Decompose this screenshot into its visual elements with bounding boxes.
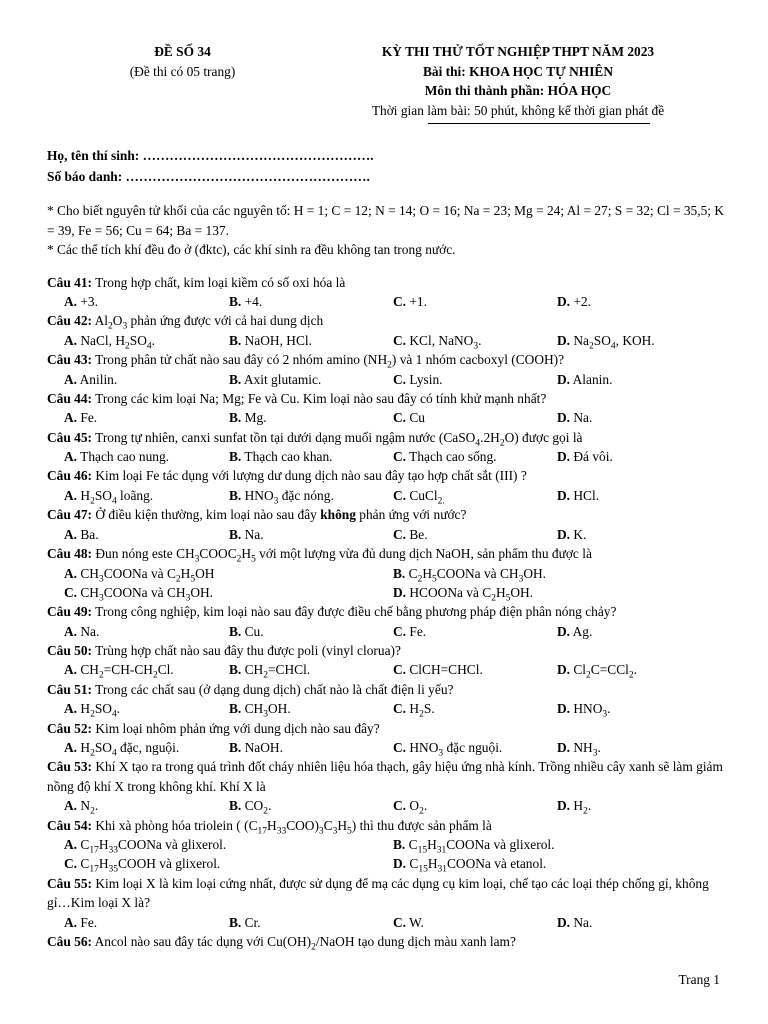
- answer-option: A. +3.: [64, 294, 98, 309]
- option-row: [47, 408, 727, 427]
- question-stem: Câu 45: Trong tự nhiên, canxi sunfat tồn tại dưới dạng muối ngậm nước $(CaSO_4.2H_2O)$ được gọi là: [47, 429, 583, 449]
- option-row: [47, 622, 727, 641]
- answer-option: D. $Cl_2C=CCl_2$.: [557, 662, 637, 682]
- notes: [47, 201, 727, 260]
- question-stem: Câu 41: Trong hợp chất, kim loại kiềm có số oxi hóa là: [47, 274, 346, 290]
- answer-option: C. $O_2$.: [393, 798, 428, 818]
- answer-option: D. $NH_3$.: [557, 740, 601, 759]
- answer-option: D. Ag.: [557, 623, 593, 639]
- question-stem: Câu 55: Kim loại X là kim loại cứng nhất, được sử dụng để mạ các dụng cụ kim loại, chế tạo các loại thép chống gỉ, không gỉ…Kim loại X là?: [47, 875, 709, 911]
- answer-option: D. Na.: [557, 410, 593, 426]
- answer-option: D. $C_{15}H_{31}COONa$ và etanol.: [393, 856, 547, 876]
- question-stem: Câu 48: Đun nóng este $CH_3COOC_2H_5$ với một lượng vừa đủ dung dịch NaOH, sản phẩm thu được là: [47, 546, 592, 565]
- answer-option: A. NaCl, $H_2SO_4$.: [64, 332, 155, 352]
- candidate-name-line: Họ, tên thí sinh: …………………………………………….: [47, 148, 374, 163]
- answer-option: C. W.: [393, 914, 424, 930]
- answer-option: D. +2.: [557, 294, 591, 309]
- answer-option: A. Fe.: [64, 410, 98, 426]
- answer-option: B. Mg.: [229, 410, 267, 426]
- answer-option: B. Cu.: [229, 623, 264, 639]
- exam-body: [47, 145, 727, 952]
- option-row: [47, 331, 727, 350]
- note-gas-conditions: * Các thể tích khí đều đo ở (đktc), các khí sinh ra đều không tan trong nước.: [47, 242, 456, 257]
- answer-option: B. $CH_2=CHCl$.: [229, 662, 311, 682]
- question-label: Câu 48:: [47, 546, 93, 562]
- question-label: Câu 43:: [47, 352, 93, 368]
- answer-option: C. CuCl$_{2.}$: [393, 487, 445, 507]
- question-label: Câu 45:: [47, 429, 93, 445]
- answer-option: D. HCl.: [557, 487, 600, 503]
- exam-code: ĐỀ SỐ 34: [154, 44, 211, 59]
- question-label: Câu 55:: [47, 875, 93, 891]
- note-atomic-masses: * Cho biết nguyên tử khối của các nguyên tố: H = 1; C = 12; N = 14; O = 16; Na = 23; Mg = 24; Al = 27; S = 32; Cl = 35,5; K = 39, Fe = 56; Cu = 64; Ba = 137.: [47, 203, 725, 238]
- answer-option: A. $C_{17}H_{33}COONa$ và glixerol.: [64, 837, 227, 856]
- answer-option: C. Fe.: [393, 623, 427, 639]
- question-label: Câu 46:: [47, 468, 93, 484]
- option-row: [47, 699, 727, 718]
- answer-option: B. NaOH.: [229, 740, 283, 756]
- answer-option: B. $C_2H_5COONa$ và $CH_3OH$.: [393, 565, 547, 585]
- question-label: Câu 49:: [47, 604, 93, 620]
- option-row: [47, 835, 727, 854]
- option-row: [47, 370, 727, 389]
- question-stem: Câu 54: Khi xà phòng hóa triolein ( $(C_{17}H_{33}COO)_3C_3H_5$) thì thu được sản phẩm là: [47, 817, 492, 837]
- answer-option: D. Đá vôi.: [557, 449, 613, 465]
- page-number: Trang 1: [678, 972, 720, 987]
- answer-option: D. HCOONa và $C_2H_5OH$.: [393, 584, 534, 604]
- option-row: [47, 486, 727, 505]
- test-name: Bài thi: KHOA HỌC TỰ NHIÊN: [422, 63, 614, 79]
- option-row: [47, 854, 727, 876]
- answer-option: A. Ba.: [64, 526, 99, 542]
- question-stem: Câu 47: Ở điều kiện thường, kim loại nào sau đây không phản ứng với nước?: [47, 507, 467, 523]
- candidate-id-line: Số báo danh: ……………………………………………….: [47, 169, 370, 184]
- answer-option: B. Na.: [229, 526, 264, 542]
- question-stem: Câu 42: $Al_2O_3$ phản ứng được với cả hai dung dịch: [47, 313, 324, 332]
- header-right: [318, 42, 718, 120]
- question-stem: Câu 50: Trùng hợp chất nào sau đây thu được poli (vinyl clorua)?: [47, 642, 401, 658]
- answer-option: B. Thạch cao khan.: [229, 449, 333, 465]
- answer-option: A. Thạch cao nung.: [64, 449, 170, 465]
- answer-option: A. $H_2SO_4$.: [64, 701, 121, 720]
- question-label: Câu 52:: [47, 720, 93, 736]
- answer-option: D. $Na_2SO_4$, KOH.: [557, 332, 655, 352]
- answer-option: C. Cu: [393, 410, 426, 426]
- question-stem: Câu 49: Trong công nghiệp, kim loại nào sau đây được điều chế bằng phương pháp điện phân nóng chảy?: [47, 604, 617, 620]
- answer-option: C. $H_2S$.: [393, 701, 435, 720]
- question-stem: Câu 44: Trong các kim loại Na; Mg; Fe và Cu. Kim loại nào sau đây có tính khử mạnh nhất?: [47, 390, 547, 406]
- answer-option: A. Fe.: [64, 914, 98, 930]
- answer-option: D. Alanin.: [557, 371, 613, 387]
- pages-note: (Đề thi có 05 trang): [129, 63, 236, 79]
- answer-option: D. $H_2$.: [557, 798, 592, 818]
- answer-option: B. Axit glutamic.: [229, 371, 322, 387]
- question-stem: Câu 51: Trong các chất sau (ở dạng dung dịch) chất nào là chất điện li yếu?: [47, 681, 454, 697]
- option-row: [47, 583, 727, 602]
- answer-option: C. Be.: [393, 526, 428, 542]
- option-row: [47, 913, 727, 932]
- answer-option: D. K.: [557, 526, 587, 542]
- answer-option: C. Lysin.: [393, 371, 443, 387]
- answer-option: C. ClCH=CHCl.: [393, 662, 483, 678]
- question-stem: Câu 56: Ancol nào sau đây tác dụng với $Cu(OH)_2$/NaOH tạo dung dịch màu xanh lam?: [47, 934, 516, 953]
- option-row: [47, 292, 727, 311]
- question-label: Câu 42:: [47, 313, 93, 329]
- answer-option: D. Na.: [557, 914, 593, 930]
- question-label: Câu 51:: [47, 681, 93, 697]
- question-label: Câu 41:: [47, 274, 93, 290]
- answer-option: C. +1.: [393, 294, 427, 309]
- question-label: Câu 44:: [47, 390, 93, 406]
- question-label: Câu 56:: [47, 934, 93, 950]
- answer-option: A. $N_2$.: [64, 798, 99, 818]
- question-list: [47, 273, 727, 952]
- answer-option: C. Thạch cao sống.: [393, 449, 497, 465]
- question-label: Câu 54:: [47, 817, 93, 833]
- answer-option: C. $HNO_3$ đặc nguội.: [393, 740, 503, 759]
- option-row: [47, 525, 727, 544]
- answer-option: B. $C_{15}H_{31}COONa$ và glixerol.: [393, 837, 555, 856]
- answer-option: B. $HNO_3$ đặc nóng.: [229, 487, 334, 507]
- option-row: [47, 796, 727, 818]
- question-label: Câu 47:: [47, 507, 93, 523]
- option-row: [47, 564, 727, 583]
- answer-option: A. Anilin.: [64, 371, 118, 387]
- header-left: [90, 42, 275, 81]
- answer-option: A. $CH_3COONa$ và $C_2H_5OH$: [64, 565, 215, 585]
- question-stem: Câu 53: Khí X tạo ra trong quá trình đốt cháy nhiên liệu hóa thạch, gây hiệu ứng nhà kính. Trồng nhiều cây xanh sẽ làm giảm nồng độ khí X trong không khí. Khí X là: [47, 759, 723, 794]
- question-stem: Câu 43: Trong phân tử chất nào sau đây có 2 nhóm amino $(NH_2)$ và 1 nhóm cacboxyl (COOH)?: [47, 352, 565, 371]
- answer-option: B. $CO_2$.: [229, 798, 272, 818]
- answer-option: A. $CH_2=CH-CH_2Cl$.: [64, 662, 174, 682]
- exam-title: KỲ THI THỬ TỐT NGHIỆP THPT NĂM 2023: [381, 44, 655, 59]
- option-row: [47, 660, 727, 682]
- subject: Môn thi thành phần: HÓA HỌC: [424, 83, 612, 98]
- answer-option: A. $H_2SO_4$ loãng.: [64, 487, 154, 507]
- answer-option: A. Na.: [64, 623, 100, 639]
- question-label: Câu 53:: [47, 759, 93, 775]
- answer-option: B. NaOH, HCl.: [229, 332, 312, 348]
- answer-option: C. KCl, NaNO$_3$.: [393, 332, 482, 352]
- answer-option: C. $CH_3COONa$ và $CH_3OH$.: [64, 584, 214, 604]
- question-stem: Câu 52: Kim loại nhôm phản ứng với dung dịch nào sau đây?: [47, 720, 380, 736]
- question-label: Câu 50:: [47, 642, 93, 658]
- answer-option: C. $C_{17}H_{35}COOH$ và glixerol.: [64, 856, 221, 876]
- option-row: [47, 738, 727, 757]
- answer-option: B. $CH_3OH$.: [229, 701, 291, 720]
- answer-option: D. $HNO_3$.: [557, 701, 611, 720]
- option-row: [47, 447, 727, 466]
- answer-option: A. $H_2SO_4$ đặc, nguội.: [64, 740, 180, 759]
- question-stem: Câu 46: Kim loại Fe tác dụng với lượng dư dung dịch nào sau đây tạo hợp chất sắt (III) ?: [47, 468, 527, 484]
- answer-option: B. Cr.: [229, 914, 261, 930]
- time-note: Thời gian làm bài: 50 phút, không kể thời gian phát đề: [371, 102, 665, 118]
- answer-option: B. +4.: [229, 294, 263, 309]
- header-divider: [428, 123, 650, 124]
